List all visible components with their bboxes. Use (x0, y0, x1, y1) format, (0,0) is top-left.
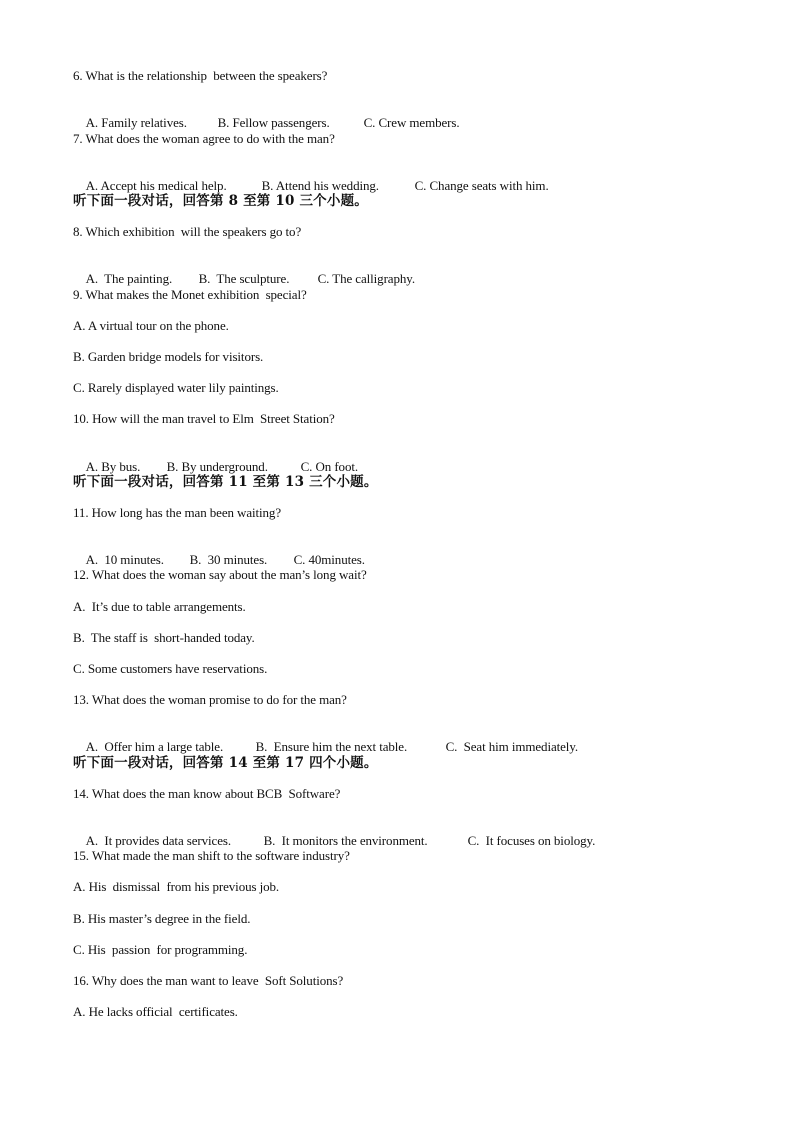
option-a: A. Family relatives. (85, 115, 187, 130)
option-a: A. It provides data services. (85, 833, 231, 848)
option-c: C. It focuses on biology. (467, 833, 596, 848)
option-b: B. Ensure him the next table. (255, 739, 408, 754)
question-11: 11. How long has the man been waiting? (73, 505, 282, 520)
option-9c: C. Rarely displayed water lily paintings. (73, 380, 279, 395)
option-a: A. 10 minutes. (85, 552, 164, 567)
option-a: A. Offer him a large table. (85, 739, 224, 754)
section-heading-11-13: 听下面一段对话，回答第 11 至第 13 三个小题。 (73, 474, 378, 490)
option-12c: C. Some customers have reservations. (73, 661, 268, 676)
question-16: 16. Why does the man want to leave Soft Solutions? (73, 973, 344, 988)
option-15b: B. His master’s degree in the field. (73, 911, 251, 926)
question-6: 6. What is the relationship between the speakers? (73, 68, 328, 83)
option-c: C. On foot. (300, 459, 359, 474)
option-a: A. By bus. (85, 459, 141, 474)
option-c: C. Seat him immediately. (445, 739, 579, 754)
option-b: B. 30 minutes. (189, 552, 268, 567)
option-a: A. The painting. (85, 271, 173, 286)
question-15: 15. What made the man shift to the software industry? (73, 848, 350, 863)
option-b: B. The sculpture. (198, 271, 290, 286)
question-10: 10. How will the man travel to Elm Street Station? (73, 411, 335, 426)
section-heading-8-10: 听下面一段对话，回答第 8 至第 10 三个小题。 (73, 193, 368, 209)
option-b: B. Attend his wedding. (261, 178, 379, 193)
option-12b: B. The staff is short-handed today. (73, 630, 255, 645)
question-12: 12. What does the woman say about the man’s long wait? (73, 567, 367, 582)
option-b: B. It monitors the environment. (263, 833, 428, 848)
question-8: 8. Which exhibition will the speakers go to? (73, 224, 302, 239)
option-12a: A. It’s due to table arrangements. (73, 599, 246, 614)
option-c: C. Crew members. (363, 115, 460, 130)
section-heading-14-17: 听下面一段对话，回答第 14 至第 17 四个小题。 (73, 755, 378, 771)
option-c: C. Change seats with him. (414, 178, 549, 193)
option-9b: B. Garden bridge models for visitors. (73, 349, 264, 364)
question-13: 13. What does the woman promise to do for the man? (73, 692, 347, 707)
question-7: 7. What does the woman agree to do with the man? (73, 131, 335, 146)
question-14: 14. What does the man know about BCB Software? (73, 786, 341, 801)
option-c: C. The calligraphy. (317, 271, 415, 286)
option-c: C. 40minutes. (293, 552, 365, 567)
option-a: A. Accept his medical help. (85, 178, 227, 193)
option-9a: A. A virtual tour on the phone. (73, 318, 229, 333)
question-9: 9. What makes the Monet exhibition special? (73, 287, 307, 302)
option-15c: C. His passion for programming. (73, 942, 248, 957)
option-b: B. By underground. (166, 459, 268, 474)
option-b: B. Fellow passengers. (217, 115, 330, 130)
option-16a: A. He lacks official certificates. (73, 1004, 238, 1019)
option-15a: A. His dismissal from his previous job. (73, 879, 280, 894)
